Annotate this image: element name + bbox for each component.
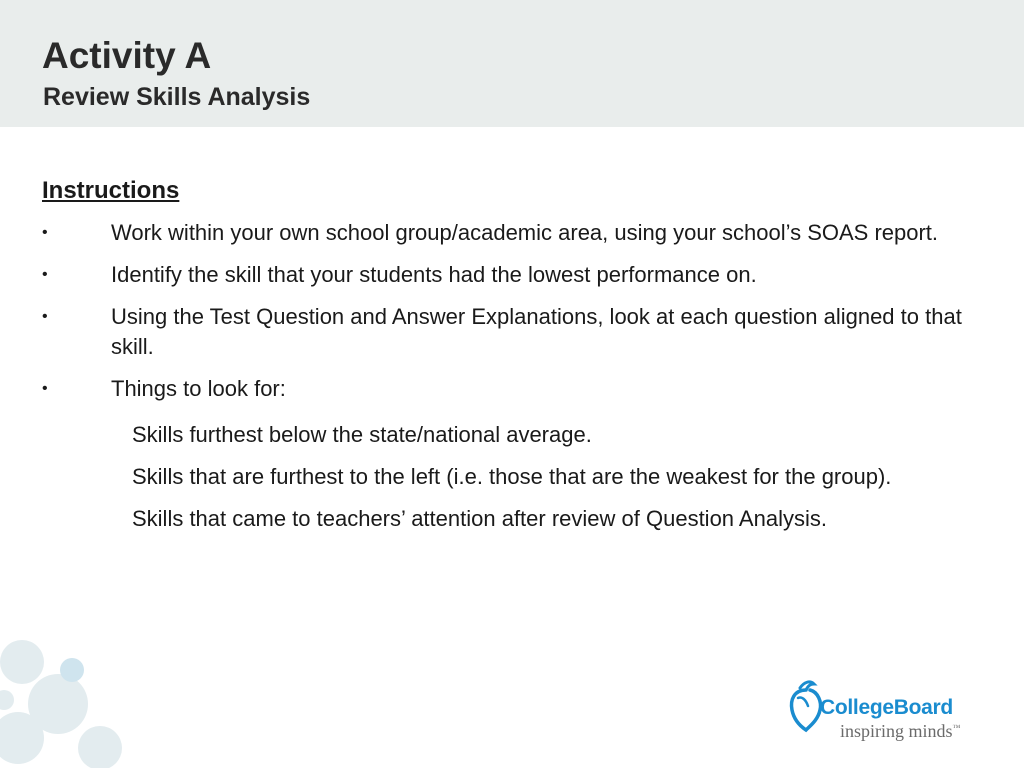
instruction-text: Work within your own school group/academic area, using your school’s SOAS report. xyxy=(111,220,939,245)
bullet-icon: • xyxy=(42,308,48,325)
bullet-icon: • xyxy=(42,266,48,283)
instruction-item xyxy=(42,218,962,248)
collegeboard-logo xyxy=(786,674,996,748)
look-for-item: Skills that are furthest to the left (i.e. those that are the weakest for the group). xyxy=(132,464,892,489)
look-for-item: Skills furthest below the state/national average. xyxy=(132,422,592,447)
instruction-list xyxy=(42,218,962,404)
slide-title: Activity A xyxy=(42,35,212,76)
logo-name: CollegeBoard xyxy=(820,696,953,719)
instruction-text: Using the Test Question and Answer Explanations, look at each question aligned to that skill. xyxy=(111,304,962,359)
look-for-item: Skills that came to teachers’ attention after review of Question Analysis. xyxy=(132,506,827,531)
logo-tagline: inspiring minds™ xyxy=(840,721,961,741)
trademark-symbol: ™ xyxy=(952,723,961,732)
instructions-heading: Instructions xyxy=(42,177,180,204)
bullet-icon: • xyxy=(42,380,48,397)
instruction-item xyxy=(42,374,962,404)
instruction-item xyxy=(42,302,962,362)
slide-content xyxy=(42,176,962,546)
instruction-item xyxy=(42,260,962,290)
decorative-bubbles xyxy=(0,630,140,768)
things-to-look-for-list xyxy=(42,420,962,534)
instruction-text: Things to look for: xyxy=(111,376,286,401)
bullet-icon: • xyxy=(42,224,48,241)
slide-header xyxy=(0,0,1024,127)
slide-subtitle: Review Skills Analysis xyxy=(43,83,311,111)
instruction-text: Identify the skill that your students had the lowest performance on. xyxy=(111,262,757,287)
